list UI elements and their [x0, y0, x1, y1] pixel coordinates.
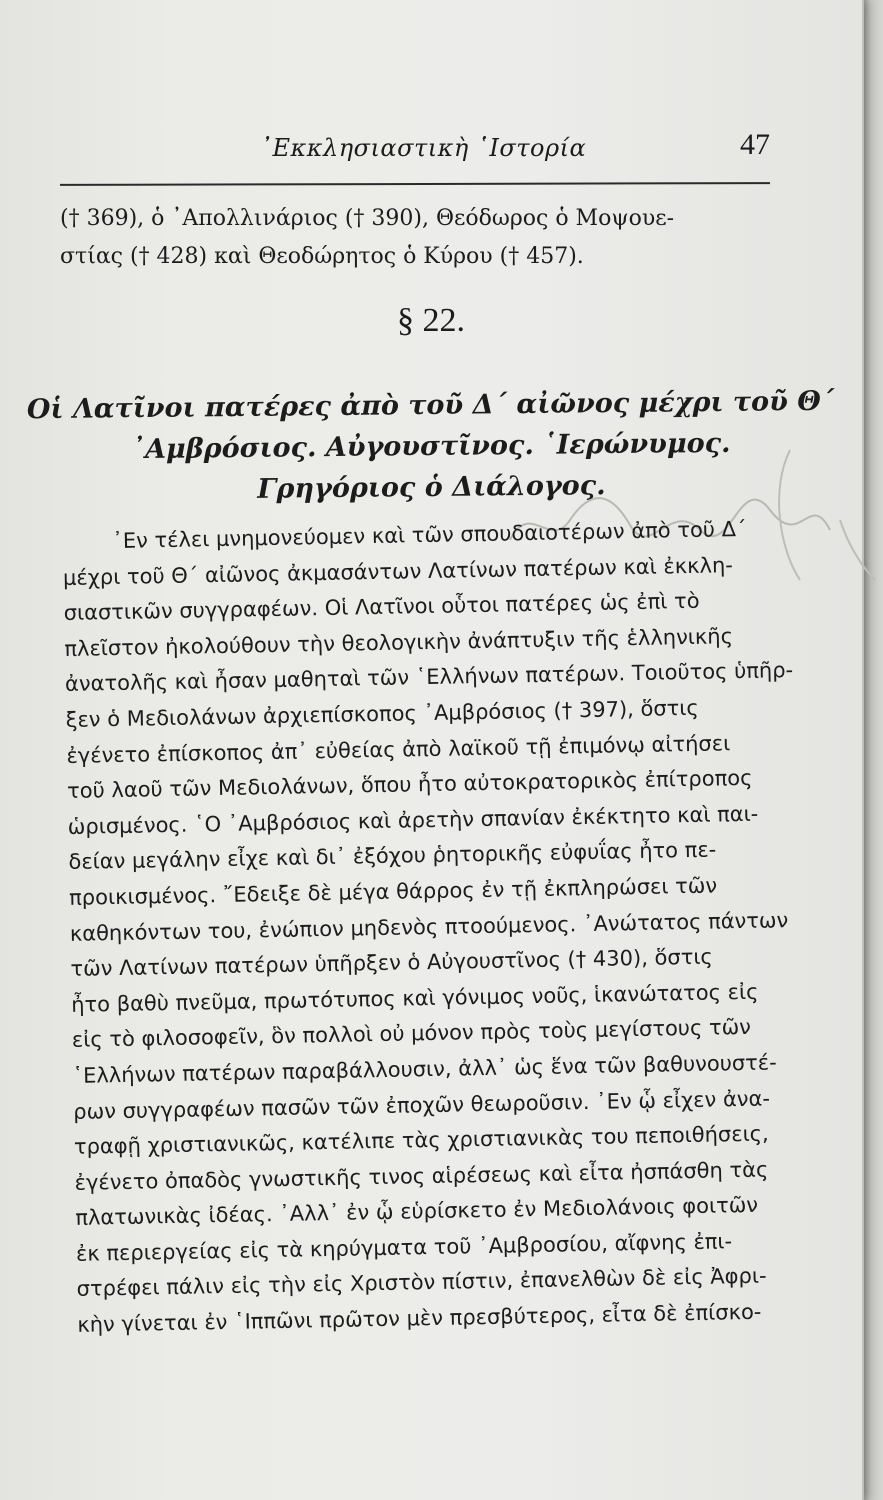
text-line: ξεν ὁ Μεδιολάνων ἀρχιεπίσκοπος ᾿Αμβρόσιος († 397), ὅστις — [65, 695, 699, 732]
running-head — [60, 128, 770, 188]
text-line: πλεῖστον ἠκολούθουν τὴν θεολογικὴν ἀνάπτυξιν τῆς ἑλληνικῆς — [64, 623, 734, 661]
heading-line: Οἱ Λατῖνοι πατέρες ἀπὸ τοῦ Δ΄ αἰῶνος μέχρι τοῦ Θ΄ — [26, 385, 835, 426]
running-title: ᾿Εκκλησιαστικὴ ῾Ιστορία — [260, 134, 587, 162]
section-number: § 22. — [397, 302, 465, 339]
text-line: καθηκόντων του, ἐνώπιον μηδενὸς πτοούμενος. ᾿Ανώτατος πάντων — [69, 907, 789, 946]
heading-line: Γρηγόριος ὁ Διάλογος. — [257, 470, 606, 505]
text-line: τοῦ λαοῦ τῶν Μεδιολάνων, ὅπου ἦτο αὐτοκρατορικὸς ἐπίτροπος — [66, 765, 753, 804]
text-line: τραφῇ χριστιανικῶς, κατέλιπε τὰς χριστιανικὰς του πεποιθήσεις, — [73, 1121, 769, 1159]
text-line: μέχρι τοῦ Θ΄ αἰῶνος ἀκμασάντων Λατίνων πατέρων καὶ ἐκκλη- — [62, 552, 734, 590]
heading-line: ᾿Αμβρόσιος. Αὐγουστῖνος. ῾Ιερώνυμος. — [131, 427, 731, 466]
text-line: κὴν γίνεται ἐν ῾Ιππῶνι πρῶτον μὲν πρεσβύτερος, εἶτα δὲ ἐπίσκο- — [77, 1299, 762, 1337]
text-line: σιαστικῶν συγγραφέων. Οἱ Λατῖνοι οὗτοι πατέρες ὡς ἐπὶ τὸ — [63, 588, 700, 626]
text-line: ἐγένετο ὀπαδὸς γνωστικῆς τινος αἱρέσεως καὶ εἶτα ἠσπάσθη τὰς — [74, 1157, 769, 1195]
text-line: ἦτο βαθὺ πνεῦμα, πρωτότυπος καὶ γόνιμος νοῦς, ἱκανώτατος εἰς — [70, 979, 759, 1017]
text-line: ἐγένετο ἐπίσκοπος ἀπ᾿ εὐθείας ἀπὸ λαϊκοῦ τῇ ἐπιμόνῳ αἰτήσει — [66, 730, 731, 768]
text-line: ὡρισμένος. ῾Ο ᾿Αμβρόσιος καὶ ἀρετὴν σπανίαν ἐκέκτητο καὶ παι- — [67, 801, 759, 839]
text-line: προικισμένος. ῎Εδειξε δὲ μέγα θάρρος ἐν τῇ ἐκπληρώσει τῶν — [68, 873, 718, 910]
text-line: ἀνατολῆς καὶ ἦσαν μαθηταὶ τῶν ῾Ελλήνων πατέρων. Τοιοῦτος ὑπῆρ- — [64, 658, 794, 697]
text-line: ῾Ελλήνων πατέρων παραβάλλουσιν, ἀλλ᾿ ὡς ἕνα τῶν βαθυνουστέ- — [72, 1050, 777, 1088]
text-line: τῶν Λατίνων πατέρων ὑπῆρξεν ὁ Αὐγουστῖνος († 430), ὅστις — [70, 944, 713, 982]
text-line: στρέφει πάλιν εἰς τὴν εἰς Χριστὸν πίστιν, ἐπανελθὼν δὲ εἰς Ἀφρι- — [76, 1264, 767, 1302]
continuation-paragraph — [60, 200, 790, 276]
text-line: δείαν μεγάλην εἶχε καὶ δι᾿ ἐξόχου ῥητορικῆς εὐφυΐας ἦτο πε- — [68, 837, 717, 875]
section-heading — [0, 380, 863, 512]
text-line: πλατωνικὰς ἰδέας. ᾿Αλλ᾿ ἐν ᾧ εὑρίσκετο ἐν Μεδιολάνοις φοιτῶν — [75, 1193, 759, 1231]
text-line: ρων συγγραφέων πασῶν τῶν ἐποχῶν θεωροῦσιν. ᾿Εν ᾧ εἶχεν ἀνα- — [73, 1086, 771, 1124]
text-line: στίας († 428) καὶ Θεοδώρητος ὁ Κύρου († 457). — [60, 244, 584, 269]
page-number: 47 — [740, 128, 770, 161]
text-line: ἐκ περιεργείας εἰς τὰ κηρύγματα τοῦ ᾿Αμβροσίου, αἴφνης ἐπι- — [75, 1229, 733, 1266]
text-line: εἰς τὸ φιλοσοφεῖν, ὃν πολλοὶ οὐ μόνον πρὸς τοὺς μεγίστους τῶν — [71, 1015, 752, 1053]
text-line: († 369), ὁ ᾿Απολλινάριος († 390), Θεόδωρος ὁ Μοψουε- — [60, 206, 675, 231]
page-edge-shadow — [862, 0, 883, 1500]
body-paragraph — [62, 511, 818, 1344]
text-line: ᾿Εν τέλει μνημονεύομεν καὶ τῶν σπουδαιοτέρων ἀπὸ τοῦ Δ΄ — [112, 516, 747, 554]
